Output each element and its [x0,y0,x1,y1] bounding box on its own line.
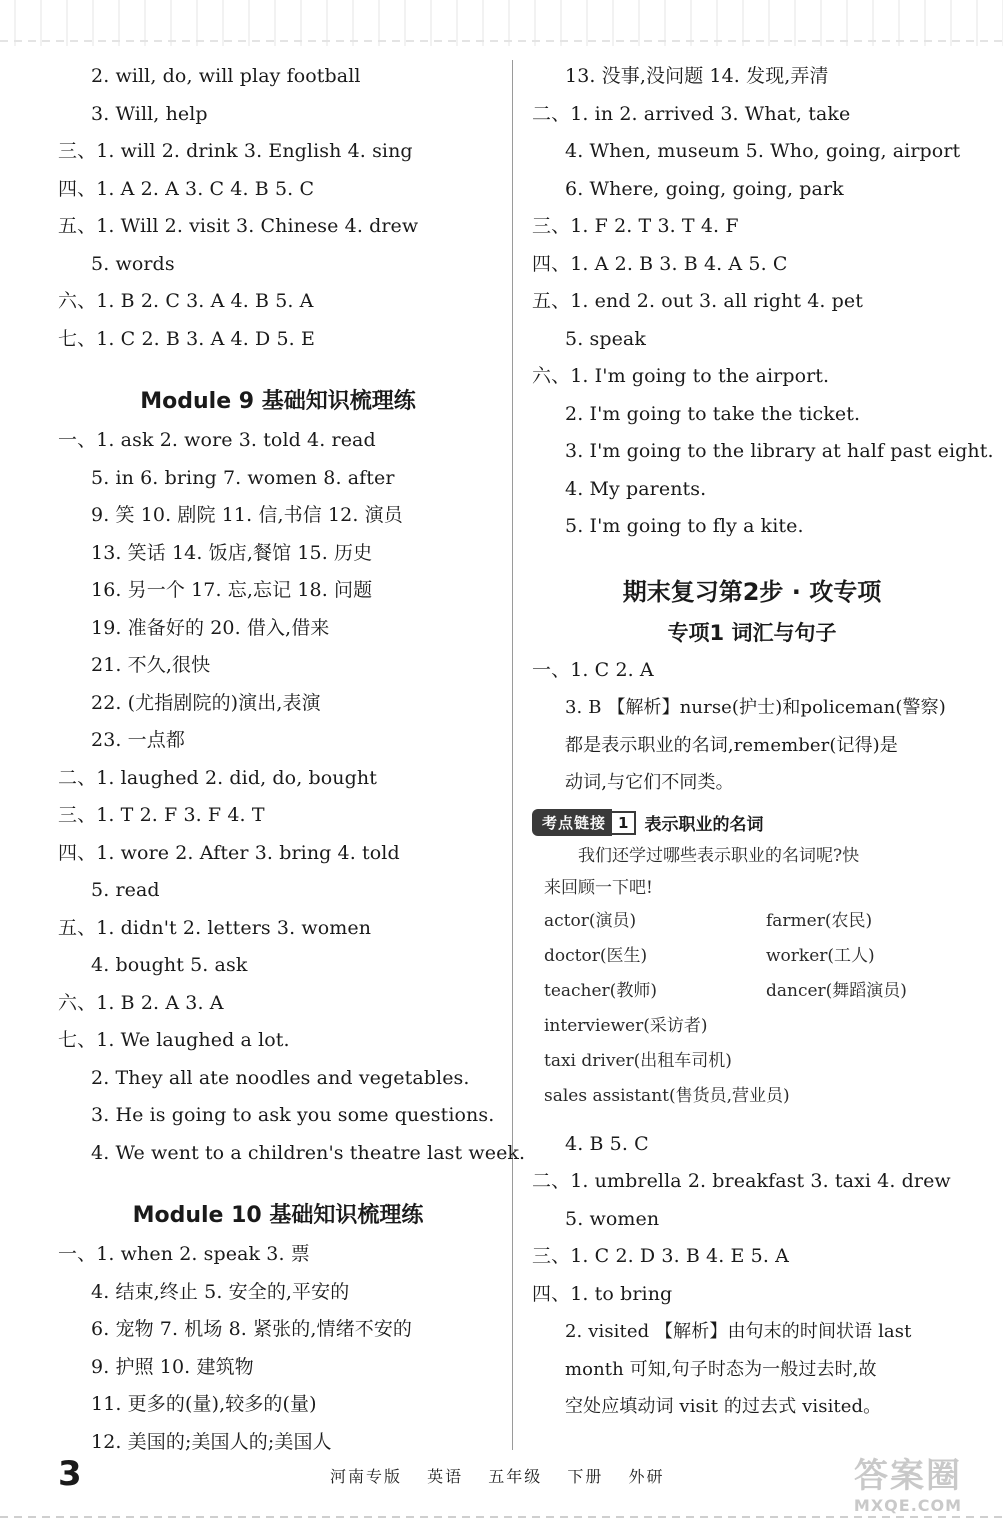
answer-line: 4. 结束,终止 5. 安全的,平安的 [91,1280,350,1303]
answer-line: 2. will, do, will play football [91,65,361,87]
answer-line: 五、1. didn't 2. letters 3. women [58,916,372,939]
watermark-url: MXQE.COM [853,1496,963,1515]
answer-line: 2. I'm going to take the ticket. [565,402,861,425]
answer-line: 六、1. B 2. A 3. A [58,991,224,1014]
answer-line: 5. I'm going to fly a kite. [565,515,804,537]
answer-line: 6. 宠物 7. 机场 8. 紧张的,情绪不安的 [91,1318,413,1340]
answer-line: 3. He is going to ask you some questions. [91,1104,495,1126]
answer-line: 四、1. to bring [532,1282,673,1305]
answer-line: 三、1. F 2. T 3. T 4. F [532,215,739,237]
job-item: interviewer(采访者) [544,1015,708,1036]
answer-line: 七、1. We laughed a lot. [58,1029,290,1051]
section-title: 期末复习第2步 · 攻专项 [622,577,882,606]
answer-line: 一、1. ask 2. wore 3. told 4. read [58,429,376,451]
answer-line: 4. When, museum 5. Who, going, airport [565,140,961,162]
analysis-line: 都是表示职业的名词,remember(记得)是 [565,734,898,756]
answer-line: 七、1. C 2. B 3. A 4. D 5. E [58,327,315,350]
knowledge-link-title: 表示职业的名词 [644,815,764,835]
job-item: actor(演员) [544,910,637,931]
page-number: 3 [58,1454,82,1494]
job-item: dancer(舞蹈演员) [766,980,907,1001]
answer-line: 19. 准备好的 20. 借入,借来 [91,616,330,639]
answer-line: 13. 笑话 14. 饭店,餐馆 15. 历史 [91,541,373,564]
footer-publisher: 外研 [628,1467,665,1486]
footer-grade: 五年级 [488,1467,543,1486]
answer-line: 三、1. will 2. drink 3. English 4. sing [58,140,413,162]
job-item: sales assistant(售货员,营业员) [544,1085,790,1106]
answer-line: 四、1. wore 2. After 3. bring 4. told [58,841,400,864]
answer-line: 六、1. B 2. C 3. A 4. B 5. A [58,290,314,312]
answer-line: 二、1. in 2. arrived 3. What, take [532,102,851,125]
answer-line: 二、1. umbrella 2. breakfast 3. taxi 4. drew [532,1170,951,1192]
knowledge-link-badge: 考点链接 [532,809,612,836]
answer-line: 5. speak [565,327,646,350]
answer-line: 22. (尤指剧院的)演出,表演 [91,691,321,714]
answer-line: 三、1. T 2. F 3. F 4. T [58,804,265,826]
knowledge-link-text: 来回顾一下吧! [544,877,653,898]
footer-volume: 下册 [567,1467,604,1486]
job-item: teacher(教师) [544,980,657,1001]
answer-line: 4. We went to a children's theatre last week. [91,1141,526,1164]
analysis-line: 空处应填动词 visit 的过去式 visited。 [565,1396,882,1417]
answer-line: 二、1. laughed 2. did, do, bought [58,766,377,789]
answer-line: 4. My parents. [565,477,707,500]
footer-subject: 英语 [427,1467,464,1486]
answer-line: 六、1. I'm going to the airport. [532,365,830,387]
analysis-line: 3. B 【解析】nurse(护士)和policeman(警察) [565,697,946,718]
answer-line: 三、1. C 2. D 3. B 4. E 5. A [532,1245,789,1267]
analysis-line: month 可知,句子时态为一般过去时,故 [565,1358,877,1380]
module-9-title: Module 9 基础知识梳理练 [140,389,416,414]
answer-line: 3. I'm going to the library at half past eight. [565,440,994,462]
answer-line: 一、1. C 2. A [532,658,654,681]
footer-info [330,1464,682,1487]
footer-edition: 河南专版 [330,1467,403,1486]
answer-line: 13. 没事,没问题 14. 发现,弄清 [565,65,829,87]
answer-line: 11. 更多的(量),较多的(量) [91,1393,317,1415]
subsection-title: 专项1 词汇与句子 [667,620,837,645]
job-item: taxi driver(出租车司机) [544,1050,732,1071]
top-decoration [0,0,1003,46]
module-10-title: Module 10 基础知识梳理练 [132,1203,424,1228]
answer-line: 四、1. A 2. A 3. C 4. B 5. C [58,177,315,200]
bottom-decoration [0,1516,1003,1518]
answer-line: 5. in 6. bring 7. women 8. after [91,466,395,489]
answer-line: 9. 笑 10. 剧院 11. 信,书信 12. 演员 [91,504,403,526]
page-footer [0,1452,1003,1536]
job-list [532,904,972,1114]
knowledge-link-number: 1 [610,811,636,835]
answer-line: 21. 不久,很快 [91,654,211,676]
answer-line: 五、1. end 2. out 3. all right 4. pet [532,290,863,312]
job-item: farmer(农民) [766,910,873,931]
answer-line: 4. B 5. C [565,1132,649,1155]
answer-line: 5. women [565,1207,660,1230]
answer-line: 5. read [91,879,160,901]
answer-line: 9. 护照 10. 建筑物 [91,1355,254,1378]
column-divider [512,60,513,1450]
answer-line: 2. They all ate noodles and vegetables. [91,1066,470,1089]
answer-line: 五、1. Will 2. visit 3. Chinese 4. drew [58,215,419,237]
job-item: worker(工人) [766,945,875,966]
answer-line: 四、1. A 2. B 3. B 4. A 5. C [532,252,788,275]
knowledge-link-text: 我们还学过哪些表示职业的名词呢?快 [578,845,860,866]
answer-line: 3. Will, help [91,102,208,125]
answer-line: 一、1. when 2. speak 3. 票 [58,1243,310,1265]
analysis-line: 2. visited 【解析】由句末的时间状语 last [565,1321,912,1342]
job-item: doctor(医生) [544,945,648,966]
knowledge-link-header [532,806,972,840]
answer-line: 12. 美国的;美国人的;美国人 [91,1430,332,1453]
left-column [58,58,526,1461]
answer-line: 16. 另一个 17. 忘,忘记 18. 问题 [91,579,373,601]
answer-line: 5. words [91,252,175,275]
analysis-line: 动词,与它们不同类。 [565,772,734,793]
right-column [532,58,994,1426]
answer-line: 4. bought 5. ask [91,954,248,976]
answer-line: 23. 一点都 [91,729,185,751]
answer-line: 6. Where, going, going, park [565,177,844,200]
watermark-text: 答案圈 [854,1456,962,1496]
